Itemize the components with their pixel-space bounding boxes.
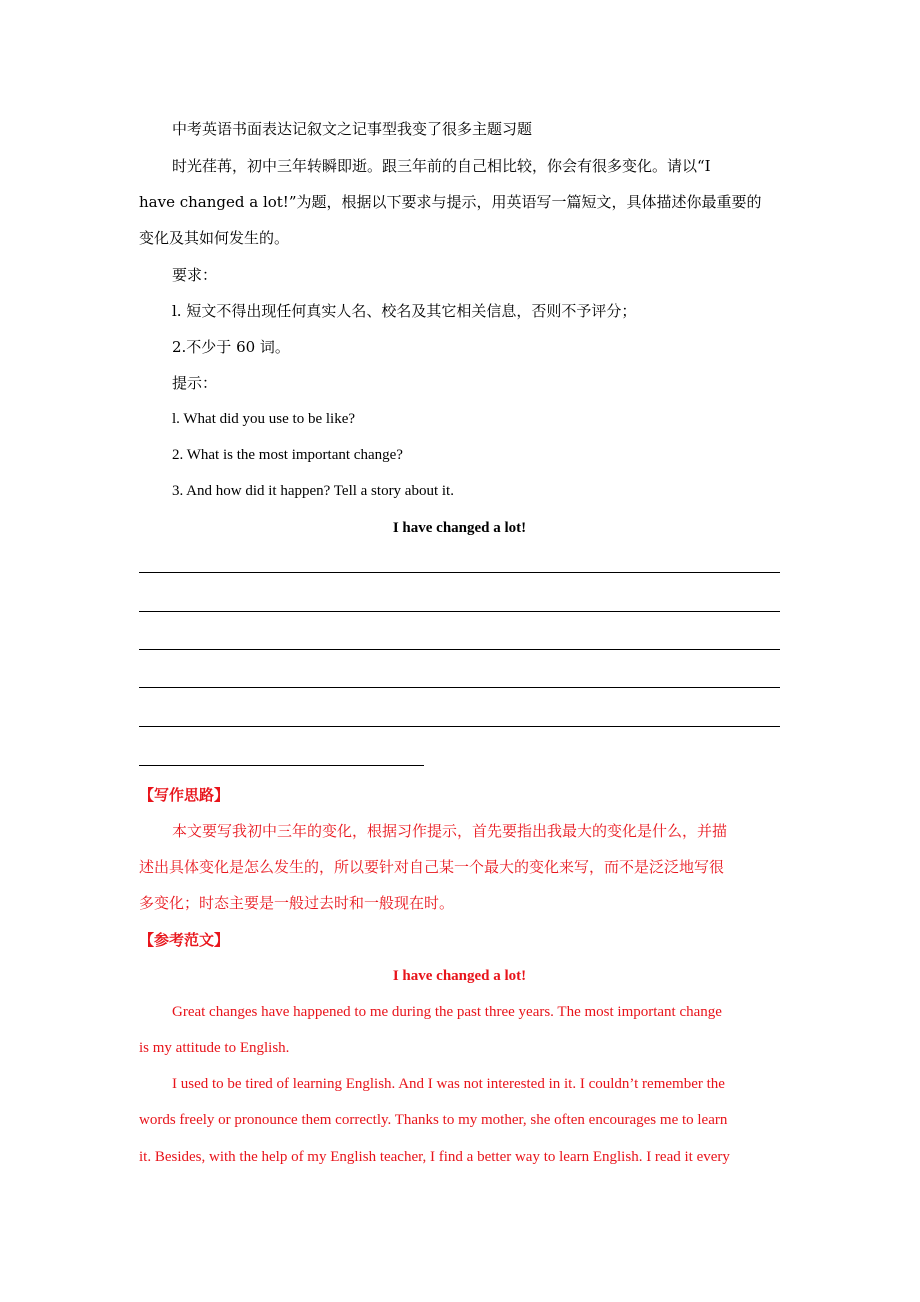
writing-idea-heading: 【写作思路】 bbox=[139, 786, 230, 804]
prompt-line-3: 变化及其如何发生的。 bbox=[139, 229, 290, 247]
sample-line-4: words freely or pronounce them correctly. Thanks to my mother, she often encourages me to learn bbox=[139, 1112, 728, 1128]
answer-line bbox=[139, 726, 780, 727]
requirement-item-2: 2.不少于 60 词。 bbox=[172, 338, 290, 356]
sample-line-1: Great changes have happened to me during the past three years. The most important change bbox=[172, 1004, 722, 1020]
requirements-heading: 要求： bbox=[172, 266, 218, 284]
answer-line bbox=[139, 572, 780, 573]
requirement-item-1: l. 短文不得出现任何真实人名、校名及其它相关信息，否则不予评分； bbox=[172, 302, 637, 320]
essay-title: I have changed a lot! bbox=[392, 520, 527, 536]
answer-line bbox=[139, 687, 780, 688]
sample-title: I have changed a lot! bbox=[392, 968, 527, 984]
hint-item-3: 3. And how did it happen? Tell a story about it. bbox=[172, 483, 454, 499]
sample-line-5: it. Besides, with the help of my English teacher, I find a better way to learn English. I read it every bbox=[139, 1149, 730, 1165]
writing-idea-line-1: 本文要写我初中三年的变化，根据习作提示，首先要指出我最大的变化是什么，并描 bbox=[172, 822, 728, 840]
sample-line-2: is my attitude to English. bbox=[139, 1040, 290, 1056]
sample-line-3: I used to be tired of learning English. And I was not interested in it. I couldn’t remember the bbox=[172, 1076, 725, 1092]
answer-line bbox=[139, 765, 424, 766]
hint-item-1: l. What did you use to be like? bbox=[172, 411, 356, 427]
answer-line bbox=[139, 649, 780, 650]
page-title: 中考英语书面表达记叙文之记事型我变了很多主题习题 bbox=[172, 120, 533, 138]
sample-heading: 【参考范文】 bbox=[139, 931, 230, 949]
hint-item-2: 2. What is the most important change? bbox=[172, 447, 403, 463]
hints-heading: 提示： bbox=[172, 374, 218, 392]
prompt-line-1: 时光荏苒，初中三年转瞬即逝。跟三年前的自己相比较，你会有很多变化。请以“I bbox=[172, 157, 711, 175]
writing-idea-line-2: 述出具体变化是怎么发生的，所以要针对自己某一个最大的变化来写，而不是泛泛地写很 bbox=[139, 858, 725, 876]
writing-idea-line-3: 多变化；时态主要是一般过去时和一般现在时。 bbox=[139, 894, 455, 912]
prompt-line-2: have changed a lot!”为题，根据以下要求与提示，用英语写一篇短文，具体描述你最重要的 bbox=[139, 193, 762, 211]
answer-line bbox=[139, 611, 780, 612]
